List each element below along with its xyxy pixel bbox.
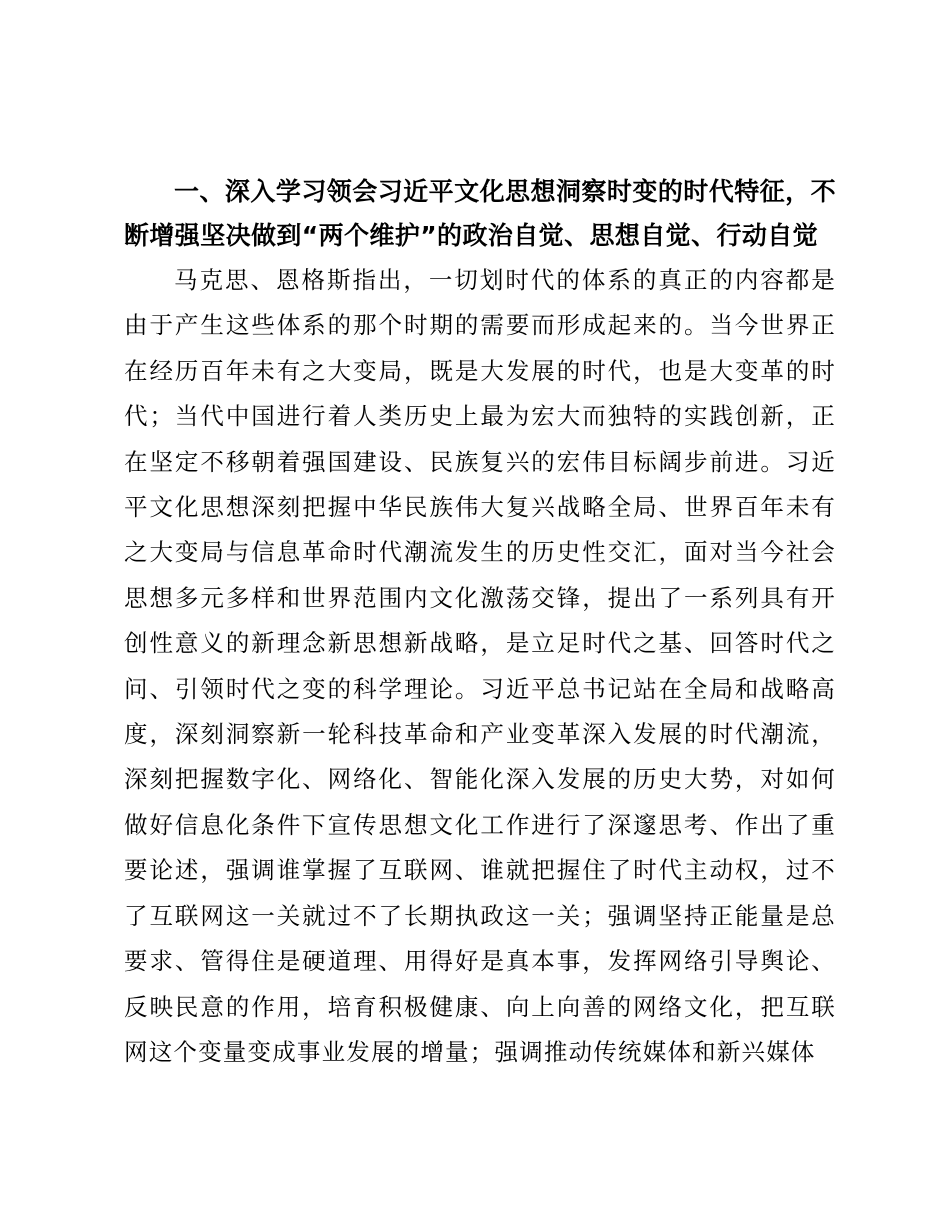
body-paragraph: 马克思、恩格斯指出，一切划时代的体系的真正的内容都是由于产生这些体系的那个时期的需要而形成起来的。当今世界正在经历百年未有之大变局，既是大发展的时代，也是大变革的时代；当代中国进行着人类历史上最为宏大而独特的实践创新，正在坚定不移朝着强国建设、民族复兴的宏伟目标阔步前进。习近平文化思想深刻把握中华民族伟大复兴战略全局、世界百年未有之大变局与信息革命时代潮流发生的历史性交汇，面对当今社会思想多元多样和世界范围内文化激荡交锋，提出了一系列具有开创性意义的新理念新思想新战略，是立足时代之基、回答时代之问、引领时代之变的科学理论。习近平总书记站在全局和战略高度，深刻洞察新一轮科技革命和产业变革深入发展的时代潮流，深刻把握数字化、网络化、智能化深入发展的历史大势，对如何做好信息化条件下宣传思想文化工作进行了深邃思考、作出了重要论述，强调谁掌握了互联网、谁就把握住了时代主动权，过不了互联网这一关就过不了长期执政这一关；强调坚持正能量是总要求、管得住是硬道理、用得好是真本事，发挥网络引导舆论、反映民意的作用，培育积极健康、向上向善的网络文化，把互联网这个变量变成事业发展的增量；强调推动传统媒体和新兴媒体 — [124, 266, 836, 1066]
section-heading: 一、深入学习领会习近平文化思想洞察时变的时代特征，不断增强坚决做到“两个维护”的政治自觉、思想自觉、行动自觉 — [124, 177, 836, 250]
